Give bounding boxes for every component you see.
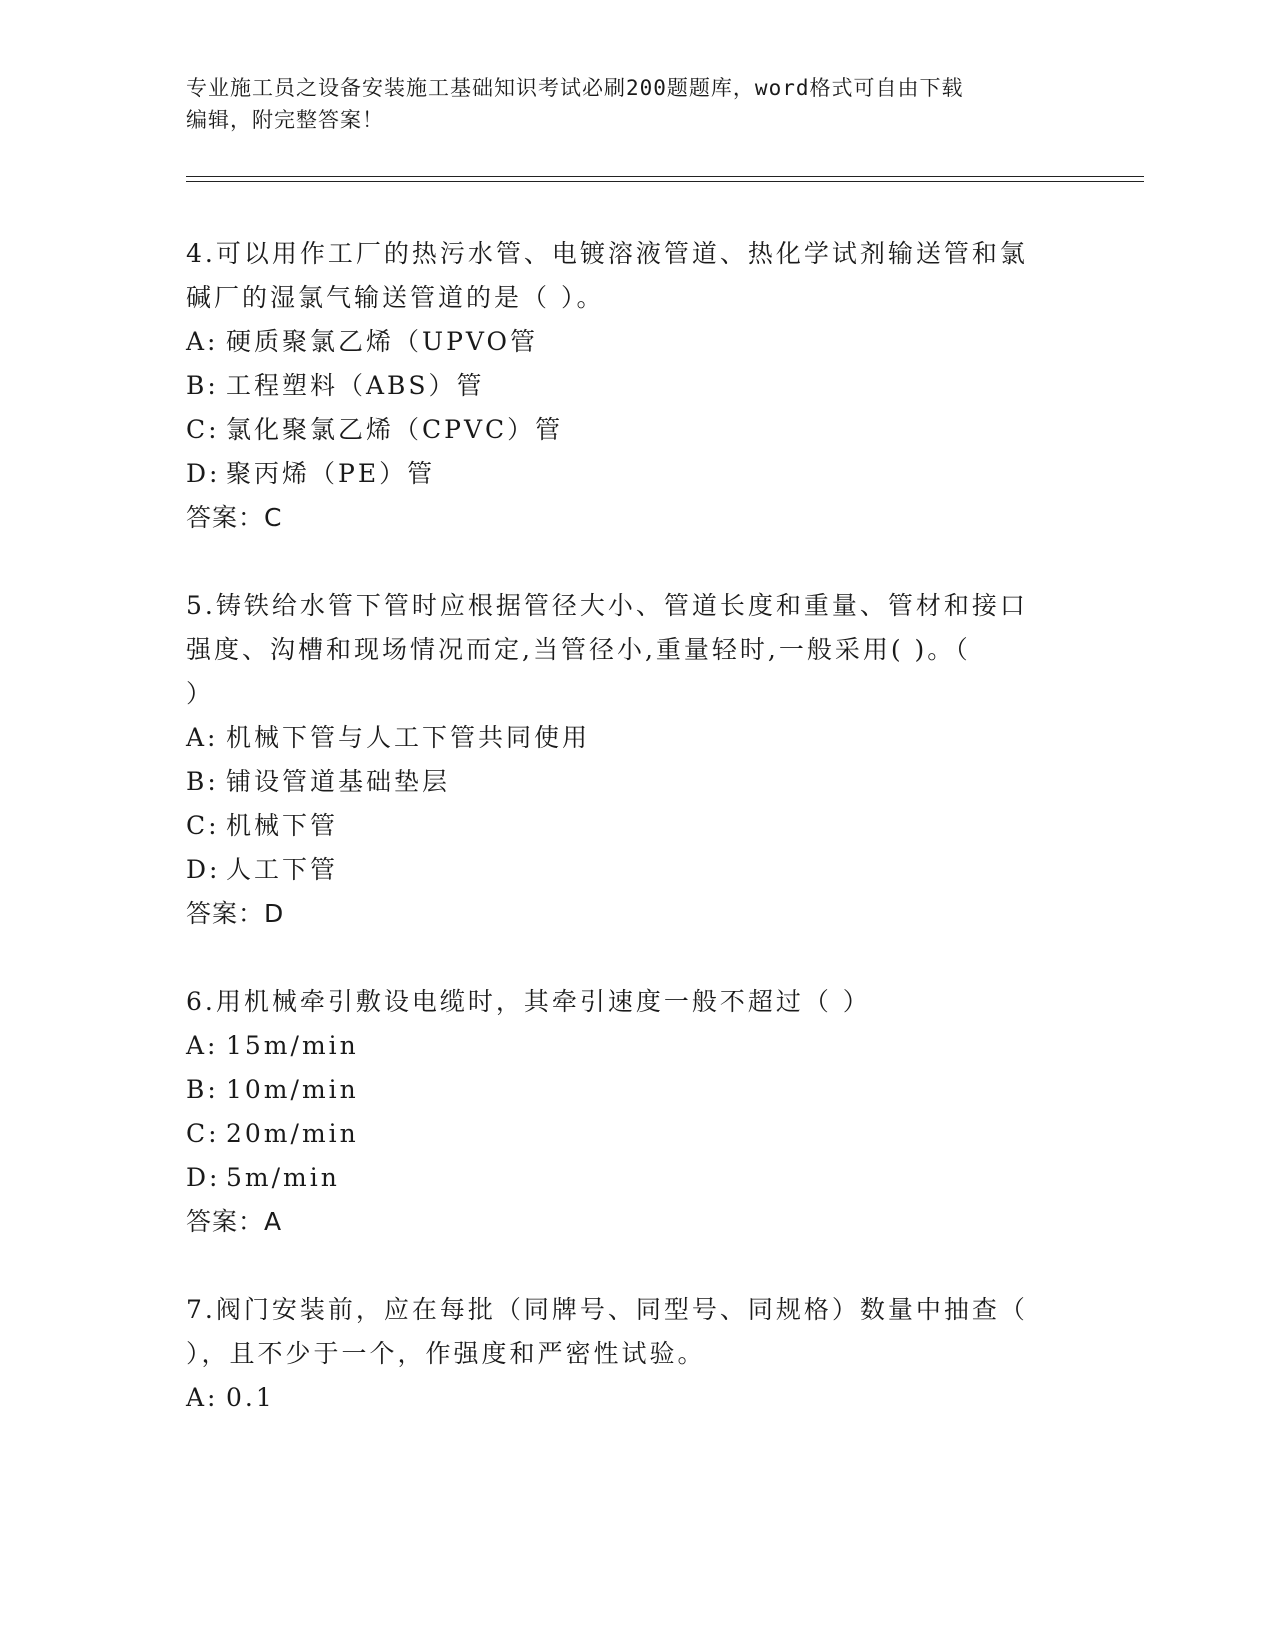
option-text: 机械下管 [226,811,339,840]
question-text: ） [186,679,215,708]
option-letter: A: [186,1031,219,1060]
question-text: 6.用机械牵引敷设电缆时，其牵引速度一般不超过（ ） [186,987,871,1016]
option-b [186,1068,1066,1112]
option-c [186,804,1066,848]
option-text: 5m/min [226,1163,340,1192]
question-4 [186,232,1066,540]
answer-line: 答案：D [186,899,285,928]
option-text: 10m/min [226,1075,359,1104]
option-d [186,1156,1066,1200]
question-text: 强度、沟槽和现场情况而定,当管径小,重量轻时,一般采用( )。（ [186,635,971,664]
option-text: 硬质聚氯乙烯（UPVO管 [226,327,539,356]
header-line-2: 编辑，附完整答案！ [186,108,384,132]
answer-line: 答案：A [186,1207,283,1236]
option-letter: C: [186,811,220,840]
option-letter: D: [186,855,221,884]
header-line-1: 专业施工员之设备安装施工基础知识考试必刷200题题库，word格式可自由下载 [186,76,964,100]
option-b [186,364,1066,408]
question-5 [186,584,1066,936]
option-text: 机械下管与人工下管共同使用 [226,723,591,752]
option-a [186,320,1066,364]
option-a [186,716,1066,760]
question-text: 4.可以用作工厂的热污水管、电镀溶液管道、热化学试剂输送管和氯 [186,239,1028,268]
option-text: 工程塑料（ABS）管 [226,371,485,400]
option-d [186,848,1066,892]
option-a [186,1376,1066,1420]
header-rule-bottom [186,181,1144,182]
question-text: 5.铸铁给水管下管时应根据管径大小、管道长度和重量、管材和接口 [186,591,1028,620]
option-b [186,760,1066,804]
option-letter: C: [186,415,220,444]
question-text: 7.阀门安装前，应在每批（同牌号、同型号、同规格）数量中抽查（ [186,1295,1028,1324]
question-list [186,232,1066,1464]
option-letter: C: [186,1119,220,1148]
option-letter: A: [186,1383,219,1412]
document-header [186,72,1066,136]
option-letter: B: [186,767,219,796]
option-letter: A: [186,327,219,356]
option-letter: D: [186,459,221,488]
option-d [186,452,1066,496]
option-text: 15m/min [226,1031,359,1060]
option-text: 人工下管 [226,855,339,884]
answer-line: 答案：C [186,503,283,532]
option-c [186,1112,1066,1156]
option-text: 氯化聚氯乙烯（CPVC）管 [226,415,564,444]
option-text: 20m/min [226,1119,359,1148]
option-letter: A: [186,723,219,752]
option-text: 铺设管道基础垫层 [226,767,451,796]
option-letter: B: [186,1075,219,1104]
option-text: 0.1 [226,1383,275,1412]
question-text: ），且不少于一个，作强度和严密性试验。 [186,1339,706,1368]
option-c [186,408,1066,452]
header-rule-top [186,176,1144,177]
question-6 [186,980,1066,1244]
question-text: 碱厂的湿氯气输送管道的是（ ）。 [186,283,605,312]
question-7 [186,1288,1066,1420]
option-letter: D: [186,1163,221,1192]
option-letter: B: [186,371,219,400]
option-a [186,1024,1066,1068]
option-text: 聚丙烯（PE）管 [226,459,436,488]
